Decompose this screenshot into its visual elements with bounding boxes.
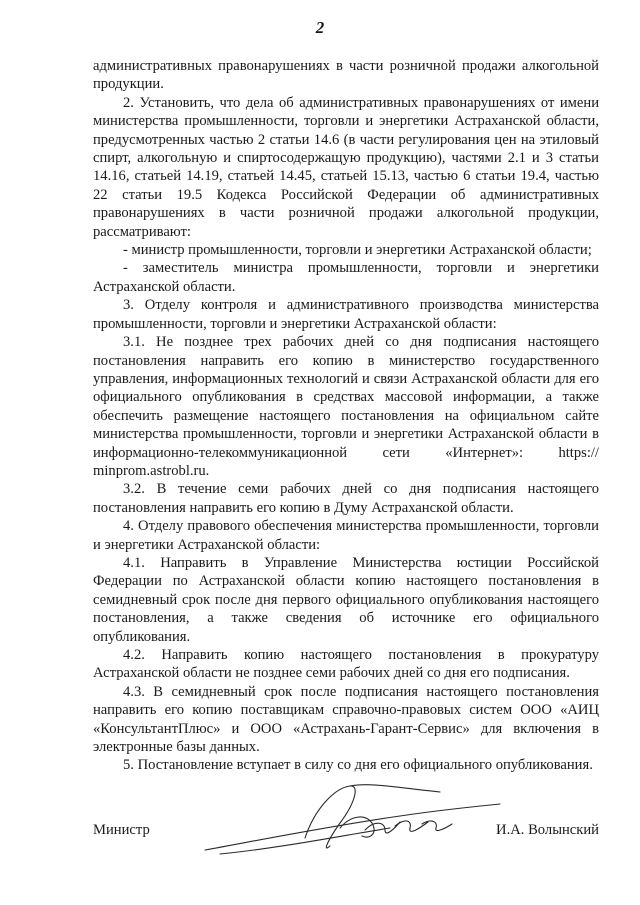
- paragraph-3-1: 3.1. Не позднее трех рабочих дней со дня подписания настоящего постановления направить его копию в министерство государственного управления, информационных технологий и связи Астраханской области для его официального опубликования в средствах массовой информации, а также обеспечить размещение настоящего постановления на официальном сайте министерства промышленности, торговли и энергетики Астраханской области в информационно-телекоммуникационной сети «Интернет»: https:// minprom.astrobl.ru.: [93, 334, 599, 479]
- page-number: 2: [315, 18, 325, 37]
- paragraph-4-1: 4.1. Направить в Управление Министерства юстиции Российской Федерации по Астраханской области копию настоящего постановления в семидневный срок после дня первого официального опубликования настоящего постановления, а также сведения об источнике его официального опубликования.: [93, 554, 599, 645]
- paragraph-4: 4. Отделу правового обеспечения министерства промышленности, торговли и энергетики Астраханской области:: [93, 518, 599, 553]
- signatory-title: Министр: [93, 822, 150, 838]
- list-item-minister: - министр промышленности, торговли и энергетики Астраханской области;: [123, 242, 592, 259]
- signatory-name: И.А. Волынский: [496, 822, 599, 838]
- paragraph-2: 2. Установить, что дела об административных правонарушениях от имени министерства промышленности, торговли и энергетики Астраханской области, предусмотренных частью 2 статьи 14.6 (в части регулирования цен на этиловый спирт, алкогольную и спиртосодержащую продукцию), частями 2.1 и 3 статьи 14.16, статьей 14.19, статьей 14.45, статьей 15.13, частью 6 статьи 19.4, частью 22 статьи 19.5 Кодекса Российской Федерации об административных правонарушениях в части розничной продажи алкогольной продукции, рассматривают:: [93, 94, 599, 240]
- list-item-deputy: - заместитель министра промышленности, торговли и энергетики Астраханской области.: [93, 260, 599, 295]
- document-body: [93, 57, 599, 775]
- paragraph-1-end: административных правонарушениях в части розничной продажи алкогольной продукции.: [93, 58, 599, 93]
- paragraph-5: 5. Постановление вступает в силу со дня его официального опубликования.: [123, 757, 593, 774]
- paragraph-4-3: 4.3. В семидневный срок после подписания настоящего постановления направить его копию поставщикам справочно-правовых систем ООО «АИЦ «КонсультантПлюс» и ООО «Астрахань-Гарант-Сервис» для включения в электронные базы данных.: [93, 683, 599, 756]
- paragraph-3: 3. Отделу контроля и административного производства министерства промышленности, торговли и энергетики Астраханской области:: [93, 297, 599, 332]
- paragraph-3-2: 3.2. В течение семи рабочих дней со дня подписания настоящего постановления направить его копию в Думу Астраханской области.: [93, 481, 599, 516]
- signature-block: [93, 818, 599, 842]
- paragraph-4-2: 4.2. Направить копию настоящего постановления в прокуратуру Астраханской области не позднее семи рабочих дней со дня его подписания.: [93, 647, 599, 682]
